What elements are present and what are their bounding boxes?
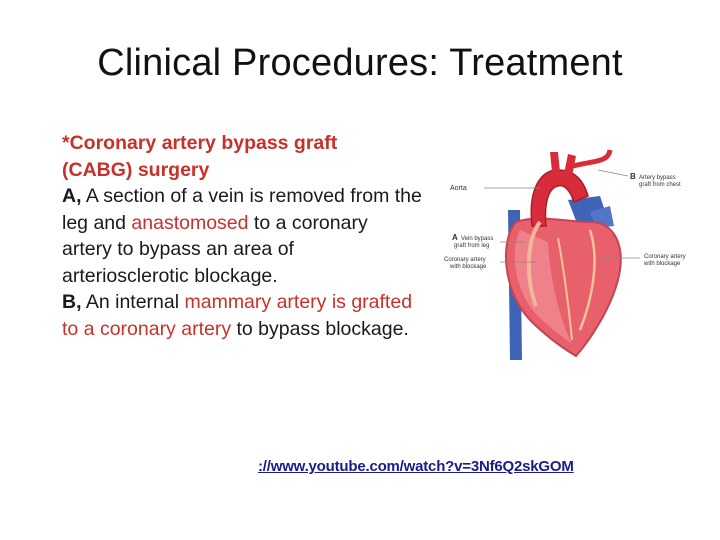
label-a-text-4: with blockage xyxy=(450,264,487,270)
procedure-heading-line2: (CABG) surgery xyxy=(62,158,210,181)
label-right-2: with blockage xyxy=(644,261,681,267)
label-right-1: Coronary artery xyxy=(644,254,686,260)
item-b-marker: B, xyxy=(62,291,82,313)
label-a-marker: A xyxy=(452,233,458,242)
item-a-text-1: A section of a vein is removed from the leg and xyxy=(62,185,422,234)
label-aorta: Aorta xyxy=(450,185,467,192)
procedure-heading-line1: *Coronary artery bypass graft xyxy=(62,132,338,154)
label-b-text-2: graft from chest xyxy=(639,182,681,188)
leader-line-b xyxy=(598,170,628,176)
label-b-text-1: Artery bypass xyxy=(639,175,676,181)
label-b-marker: B xyxy=(630,172,636,181)
label-a-text-1: Vein bypass xyxy=(461,236,494,242)
slide-title: Clinical Procedures: Treatment xyxy=(97,42,623,84)
item-b-text-2: to bypass blockage. xyxy=(231,317,409,340)
item-b-text-1: An internal xyxy=(81,291,185,313)
item-a-highlight: anastomosed xyxy=(131,211,249,234)
item-a xyxy=(62,183,422,289)
item-b-highlight: mammary artery is grafted to a coronary artery xyxy=(62,291,413,340)
aorta-branch-shape xyxy=(550,152,560,172)
label-a-text-2: graft from leg xyxy=(454,243,490,249)
label-a-text-3: Coronary artery xyxy=(444,257,486,263)
procedure-heading xyxy=(62,130,422,183)
video-link[interactable]: ://www.youtube.com/watch?v=3Nf6Q2skGOM xyxy=(258,458,574,475)
item-a-text-2: to a coronary artery to bypass an area of arteriosclerotic blockage. xyxy=(62,211,368,287)
item-b xyxy=(62,289,422,342)
item-a-marker: A, xyxy=(62,185,82,207)
heart-bypass-illustration xyxy=(440,130,700,370)
slide-body xyxy=(62,130,422,342)
